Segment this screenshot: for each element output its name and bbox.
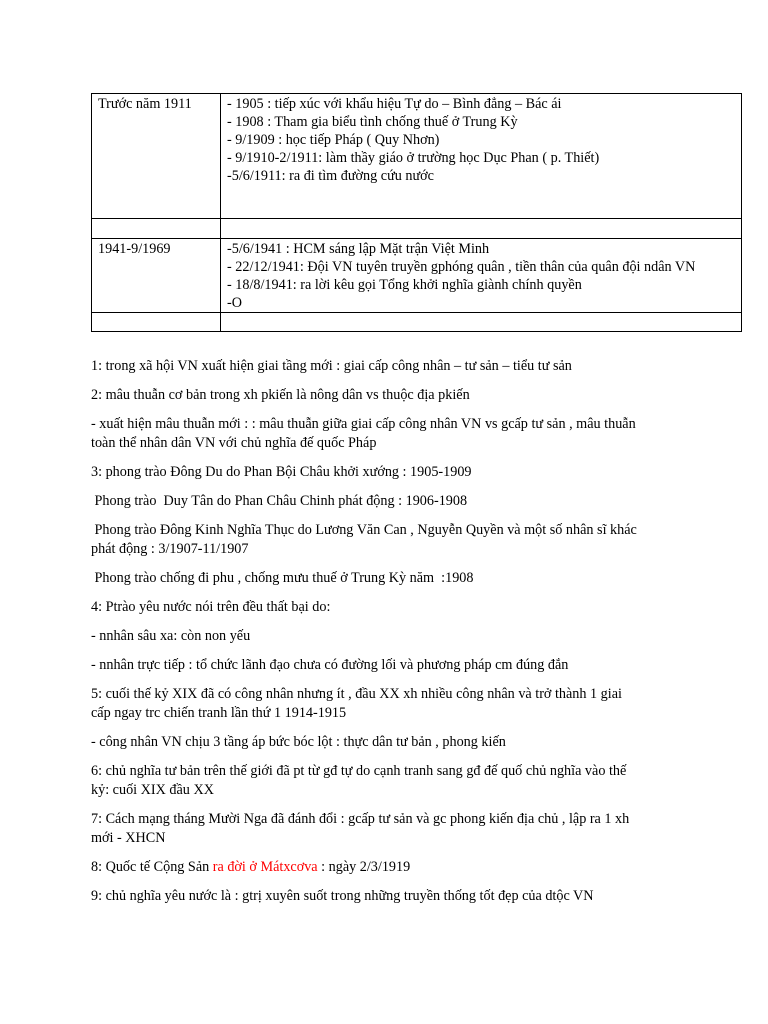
event-line: - 1905 : tiếp xúc với khẩu hiệu Tự do – Bình đẳng – Bác ái [227,96,562,112]
timeline-table [91,93,742,332]
event-line: - 9/1910-2/1911: làm thầy giáo ở trường học Dục Phan ( p. Thiết) [227,150,600,166]
note-paragraph [91,386,691,405]
event-line: -O [227,295,242,311]
period-cell [92,313,221,332]
note-line: 5: cuối thế kỷ XIX đã có công nhân nhưng ít , đầu XX xh nhiều công nhân và trở thành 1 giai [91,686,622,702]
note-line: 3: phong trào Đông Du do Phan Bội Châu khởi xướng : 1905-1909 [91,464,472,480]
note-paragraph [91,492,691,511]
note-paragraph [91,810,691,848]
note-paragraph [91,357,691,376]
period-cell: Trước năm 1911 [92,94,221,219]
notes-section [91,357,691,916]
period-cell: 1941-9/1969 [92,239,221,313]
note-line: kỷ: cuối XIX đầu XX [91,782,214,798]
events-cell [221,313,742,332]
note-paragraph [91,762,691,800]
period-cell [92,219,221,239]
note-line: - nnhân trực tiếp : tổ chức lãnh đạo chưa có đường lối và phương pháp cm đúng đắn [91,657,569,673]
note-line: cấp ngay trc chiến tranh lần thứ 1 1914-1915 [91,705,347,721]
note-line: - nnhân sâu xa: còn non yếu [91,628,251,644]
events-cell [221,94,742,219]
note-paragraph [91,887,691,906]
note-paragraph [91,627,691,646]
note-line: mới - XHCN [91,830,166,846]
note-paragraph [91,733,691,752]
note-line: phát động : 3/1907-11/1907 [91,541,249,557]
note-paragraph [91,415,691,453]
table-row [92,219,742,239]
note-line: Phong trào Đông Kinh Nghĩa Thục do Lương Văn Can , Nguyễn Quyền và một số nhân sĩ khác [91,522,637,538]
note-paragraph [91,656,691,675]
table-row [92,313,742,332]
note-paragraph [91,858,691,877]
event-line: - 9/1909 : học tiếp Pháp ( Quy Nhơn) [227,132,440,148]
note-paragraph [91,685,691,723]
note-line: 9: chủ nghĩa yêu nước là : gtrị xuyên suốt trong những truyền thống tốt đẹp của dtộc VN [91,888,594,904]
note-paragraph [91,598,691,617]
note-line: 7: Cách mạng tháng Mười Nga đã đánh đổi : gcấp tư sản và gc phong kiến địa chủ , lập ra 1 xh [91,811,630,827]
note-line: toàn thể nhân dân VN với chủ nghĩa đế quốc Pháp [91,435,377,451]
note8-suffix: : ngày 2/3/1919 [317,859,411,875]
note8-highlight: ra đời ở Mátxcơva [212,859,318,875]
note-paragraph [91,521,691,559]
event-line: - 1908 : Tham gia biểu tình chống thuế ở Trung Kỳ [227,114,518,130]
note-line [91,858,691,877]
note-line: Phong trào Duy Tân do Phan Châu Chinh phát động : 1906-1908 [91,493,468,509]
events-cell [221,239,742,313]
note-paragraph [91,463,691,482]
note-line: 6: chủ nghĩa tư bản trên thế giới đã pt từ gđ tự do cạnh tranh sang gđ đế quố chủ nghĩa vào thế [91,763,627,779]
event-line: - 22/12/1941: Đội VN tuyên truyền gphóng quân , tiền thân của quân đội ndân VN [227,259,696,275]
event-line: -5/6/1911: ra đi tìm đường cứu nước [227,168,434,184]
events-cell [221,219,742,239]
note-line: - xuất hiện mâu thuẫn mới : : mâu thuẫn giữa giai cấp công nhân VN vs gcấp tư sản , mâu thuẫn [91,416,636,432]
table-row [92,239,742,313]
note-line: 4: Ptrào yêu nước nói trên đều thất bại do: [91,599,331,615]
note-line: 1: trong xã hội VN xuất hiện giai tầng mới : giai cấp công nhân – tư sản – tiểu tư sản [91,358,572,374]
note-line: 2: mâu thuẫn cơ bản trong xh pkiến là nông dân vs thuộc địa pkiến [91,387,470,403]
note-line: Phong trào chống đi phu , chống mưu thuế ở Trung Kỳ năm :1908 [91,570,474,586]
event-line: - 18/8/1941: ra lời kêu gọi Tổng khởi nghĩa giành chính quyền [227,277,582,293]
note8-prefix: 8: Quốc tế Cộng Sản [91,859,213,875]
note-paragraph [91,569,691,588]
note-line: - công nhân VN chịu 3 tầng áp bức bóc lột : thực dân tư bản , phong kiến [91,734,506,750]
table-row [92,94,742,219]
event-line: -5/6/1941 : HCM sáng lập Mặt trận Việt Minh [227,241,490,257]
